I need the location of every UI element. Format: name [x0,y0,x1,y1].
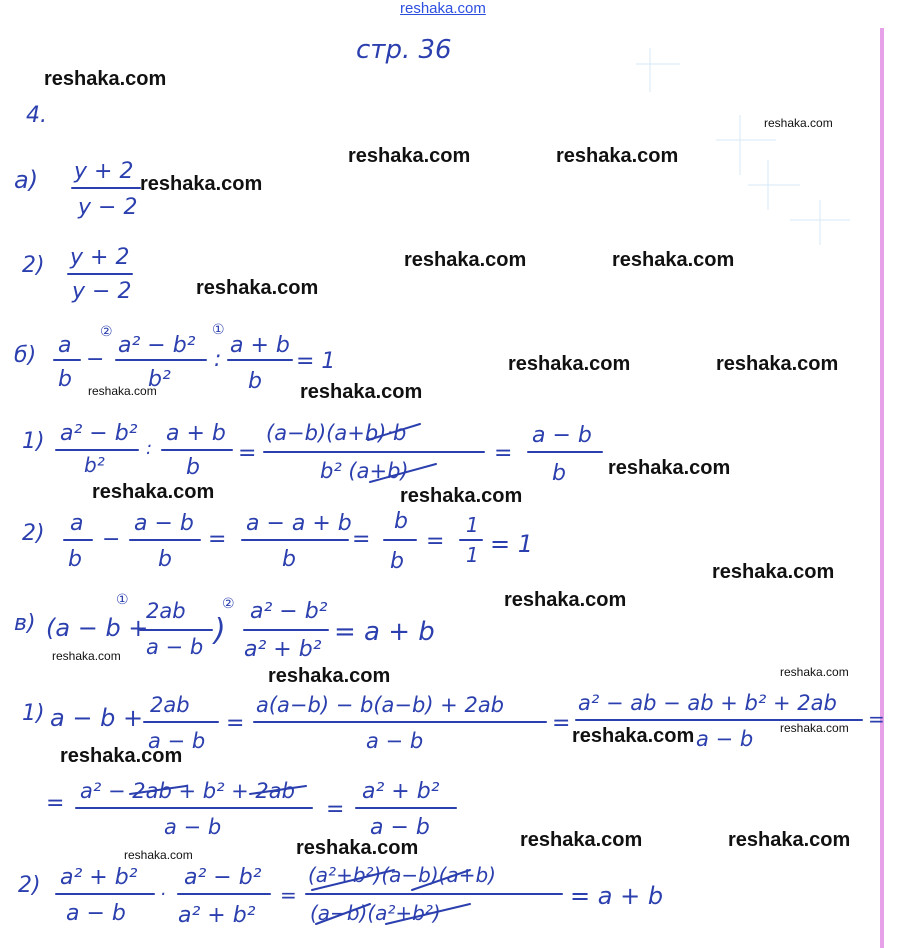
watermark: reshaka.com [400,485,523,507]
c1-f3-den: a − b [696,727,754,751]
part-b-colon: : [214,347,222,372]
page-label: стр. 36 [356,35,452,65]
watermark: reshaka.com [268,665,391,687]
part-a-den: y − 2 [78,195,138,220]
c1-cont-eq: = [46,791,65,816]
part-c-frac-num: 2ab [146,599,186,623]
c1-final-den: a − b [370,815,430,840]
b2-f5-num: 1 [466,513,479,537]
watermark: reshaka.com [296,837,419,859]
c1-f2-den: a − b [366,729,424,753]
part-b-minus: − [86,347,105,372]
watermark: reshaka.com [556,145,679,167]
watermark: reshaka.com [780,721,849,735]
part-c-mark2: ② [222,596,235,612]
b1-f1-den: b² [84,453,105,477]
watermark: reshaka.com [404,249,527,271]
watermark: reshaka.com [504,589,627,611]
c1-lead: a − b + [50,704,144,732]
b1-f1-num: a² − b² [60,421,138,446]
watermark: reshaka.com [52,649,121,663]
b2-f1-num: a [70,511,84,536]
b1-eq1: = [238,441,257,466]
c2-f3-den: (a−b)(a²+b²) [310,901,441,925]
b2-f2-den: b [158,547,172,572]
watermark: reshaka.com [196,277,319,299]
b2-f2-num: a − b [134,511,194,536]
watermark: reshaka.com [348,145,471,167]
part-a-label: а) [14,166,39,194]
watermark: reshaka.com [124,848,193,862]
b1-f4-num: a − b [532,423,592,448]
watermark: reshaka.com [572,725,695,747]
c1-eq3: = [868,707,885,731]
part-b-t3-num: a + b [230,333,290,358]
part-a-step2-den: y − 2 [72,279,132,304]
c1-cont-den: a − b [164,815,222,839]
watermark: reshaka.com [508,353,631,375]
c2-f2-den: a² + b² [178,903,256,928]
part-b-t1-num: a [58,333,72,358]
part-c-label: в) [14,611,36,636]
part-c-step1-label: 1) [22,701,45,726]
b1-colon: : [146,438,153,459]
b2-f3-num: a − a + b [246,511,352,536]
b1-f2-num: a + b [166,421,226,446]
part-b-t3-den: b [248,369,262,394]
c2-eq1: = [280,883,297,907]
watermark: reshaka.com [88,384,157,398]
part-c-open: (a − b + [46,614,149,642]
c2-f2-num: a² − b² [184,865,262,890]
b1-eq2: = [494,441,513,466]
c1-eq1: = [226,711,245,736]
watermark: reshaka.com [44,68,167,90]
c1-final-num: a² + b² [362,779,440,804]
part-c-result: = a + b [334,617,435,647]
part-c-step2-label: 2) [18,873,41,898]
watermark: reshaka.com [608,457,731,479]
c2-result: = a + b [570,882,664,910]
watermark: reshaka.com [520,829,643,851]
b2-minus: − [102,527,121,552]
watermark: reshaka.com [764,116,833,130]
c1-f1-den: a − b [148,729,206,753]
watermark: reshaka.com [780,665,849,679]
b2-f1-den: b [68,547,82,572]
b1-f3-num: (a−b)(a+b)·b [266,421,407,445]
b2-f5-den: 1 [466,543,479,567]
b1-f4-den: b [552,461,566,486]
c2-f1-den: a − b [66,901,126,926]
part-a-step2-label: 2) [22,253,45,278]
watermark: reshaka.com [728,829,851,851]
part-b-t2-num: a² − b² [118,333,196,358]
watermark: reshaka.com [92,481,215,503]
b2-f4-num: b [394,509,408,534]
part-c-mark1: ① [116,592,129,608]
watermark: reshaka.com [300,381,423,403]
part-b-t2-den: b² [148,367,171,392]
part-b-result: = 1 [296,349,336,374]
part-b-mark2: ① [212,322,225,338]
c1-f2-num: a(a−b) − b(a−b) + 2ab [256,693,505,717]
c1-cont-eq2: = [326,797,345,822]
b2-eq1: = [208,527,227,552]
part-a-num: y + 2 [74,159,134,184]
watermark: reshaka.com [612,249,735,271]
watermark: reshaka.com [712,561,835,583]
task-number: 4. [26,103,47,128]
watermark: reshaka.com [716,353,839,375]
part-b-t1-den: b [58,367,72,392]
c1-cont-num: a² − 2ab + b² + 2ab [80,779,295,803]
part-c-frac-den: a − b [146,635,204,659]
b2-result: = 1 [490,530,534,558]
watermark: reshaka.com [140,173,263,195]
b2-eq2: = [352,527,371,552]
c1-f3-num: a² − ab − ab + b² + 2ab [578,691,837,715]
watermark: reshaka.com [400,0,486,17]
part-c-f2-den: a² + b² [244,637,322,662]
c2-f1-num: a² + b² [60,865,138,890]
b2-f4-den: b [390,549,404,574]
c1-eq2: = [552,711,571,736]
part-c-f2-num: a² − b² [250,599,328,624]
c2-f3-num: (a²+b²)(a−b)(a+b) [308,863,496,887]
b1-f2-den: b [186,455,200,480]
watermark: reshaka.com [60,745,183,767]
part-b-step2-label: 2) [22,521,45,546]
b1-f3-den: b² (a+b) [320,459,409,483]
c1-f1-num: 2ab [150,693,190,717]
b2-f3-den: b [282,547,296,572]
b2-eq3: = [426,529,445,554]
part-c-close: ) [214,613,226,648]
part-b-step1-label: 1) [22,429,45,454]
part-b-mark1: ② [100,324,113,340]
part-b-label: б) [14,343,37,368]
part-a-step2-num: y + 2 [70,245,130,270]
c2-dot: · [160,884,166,905]
